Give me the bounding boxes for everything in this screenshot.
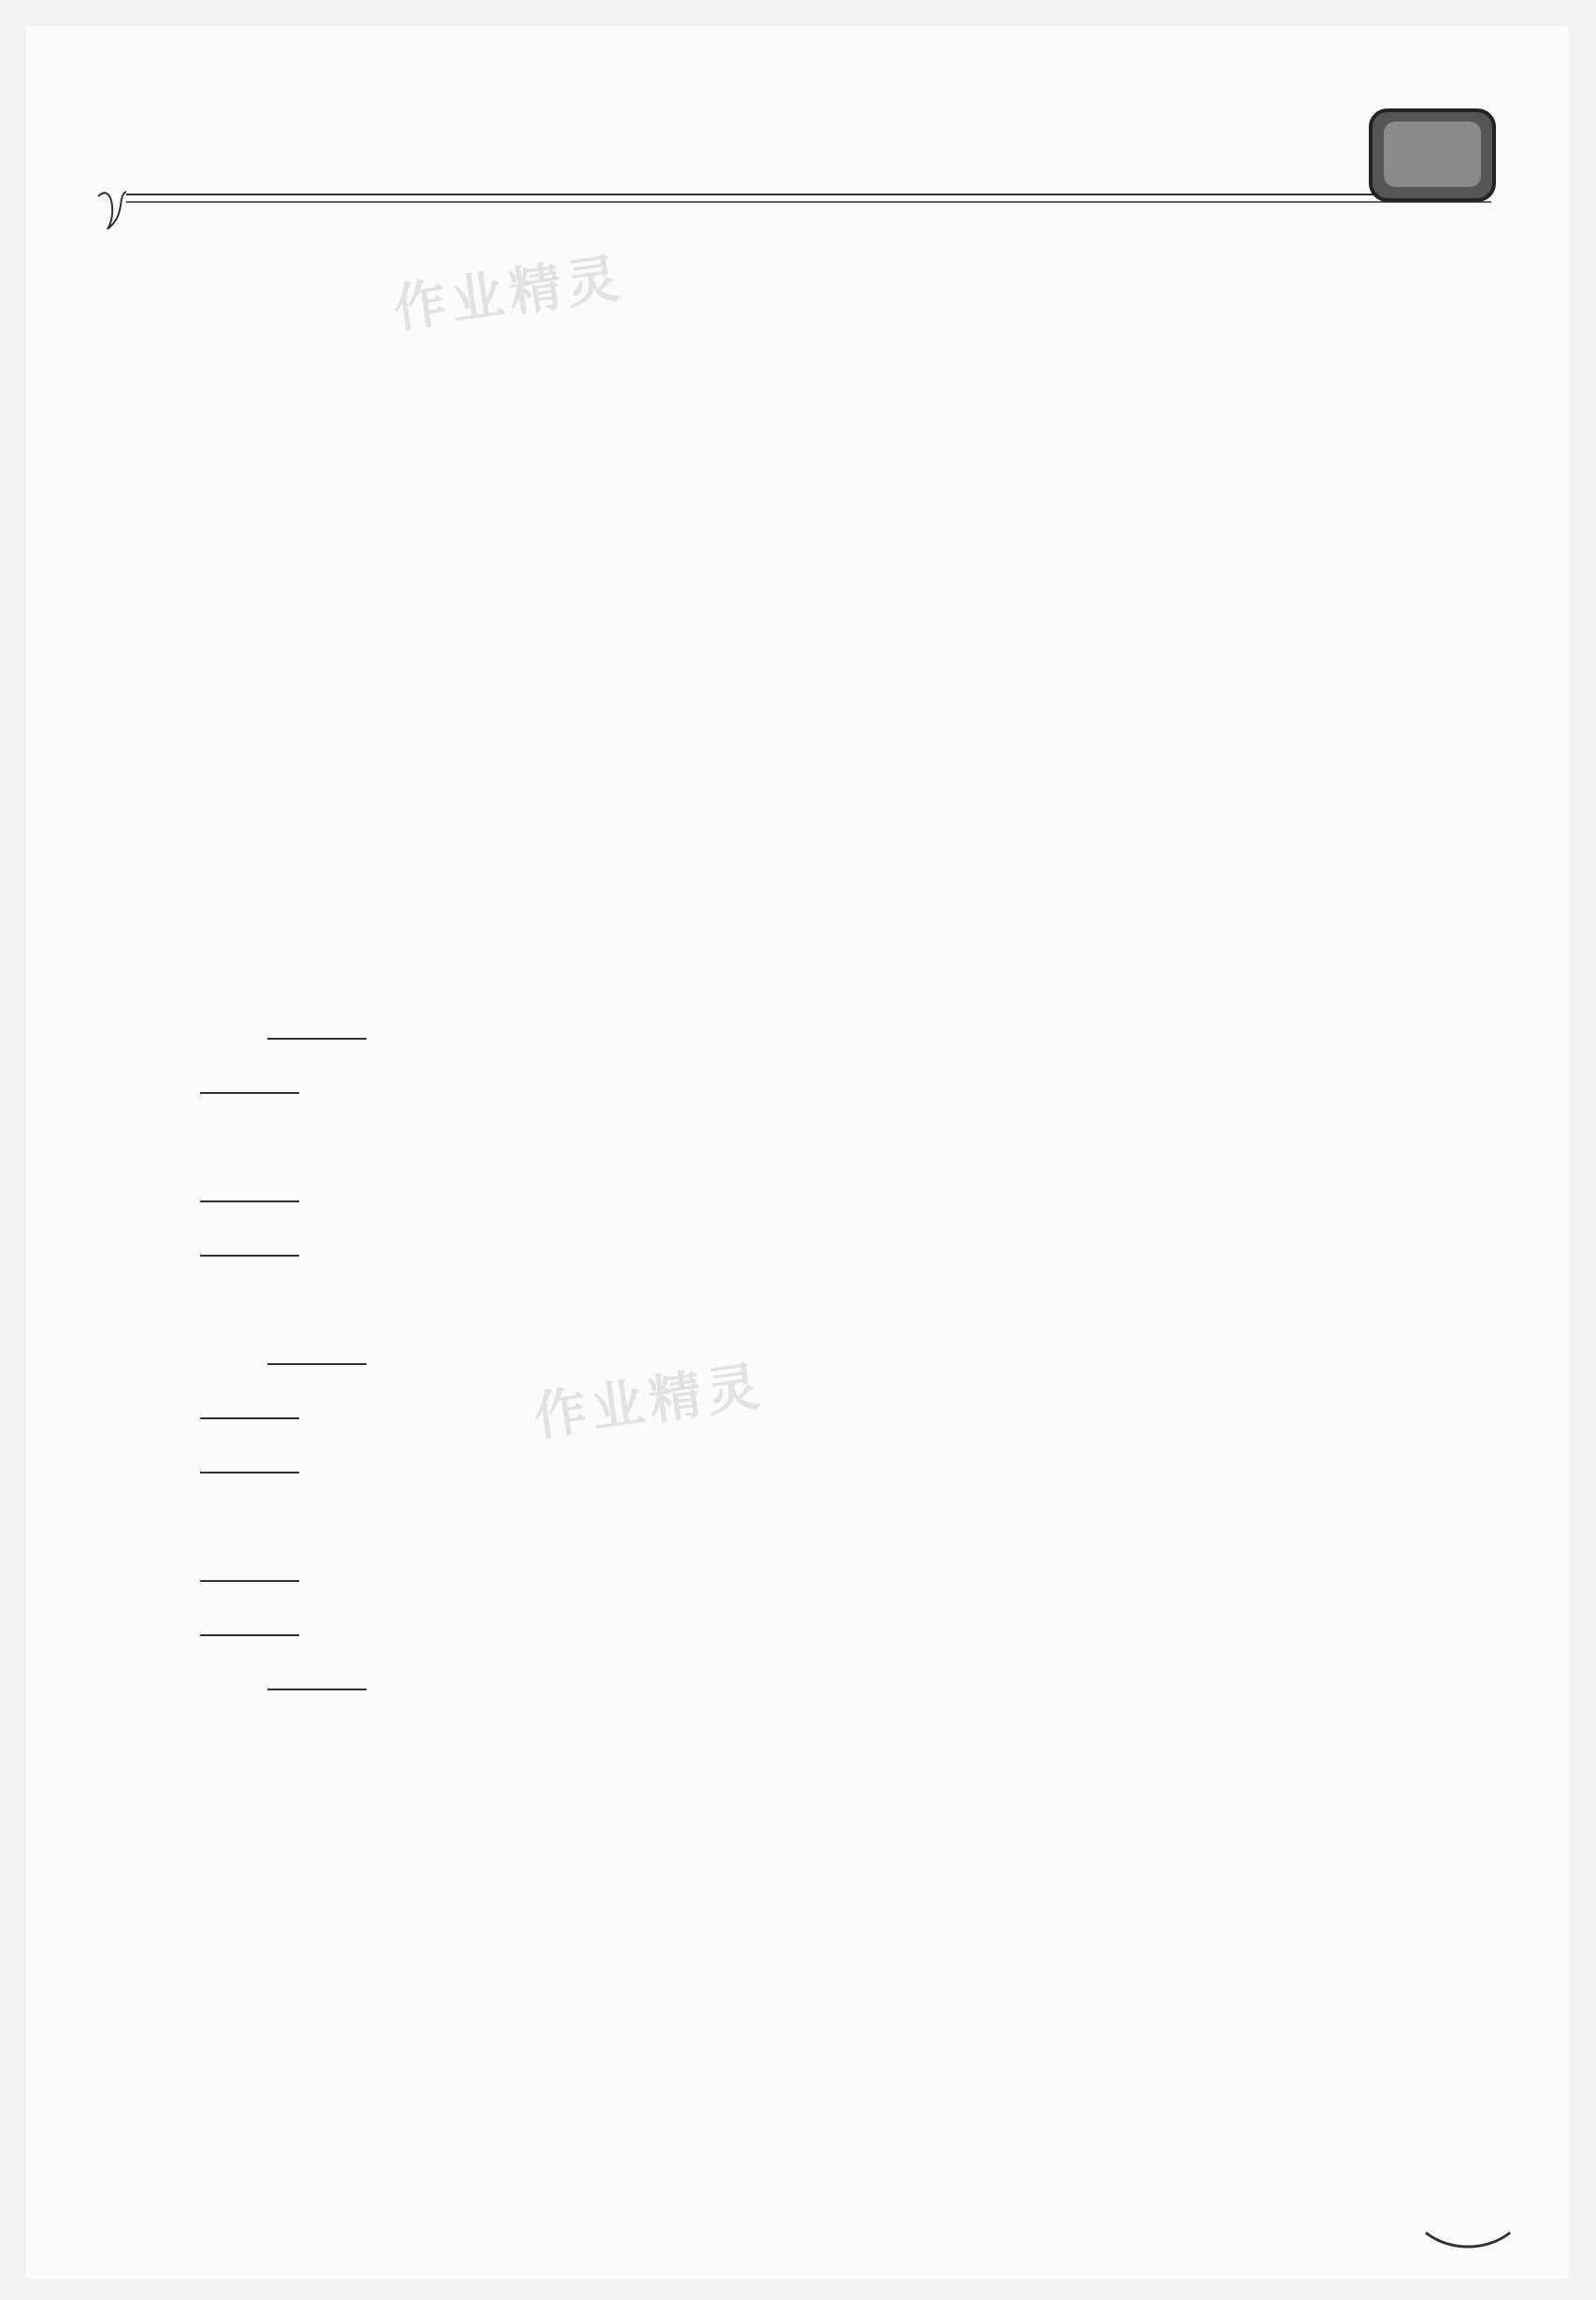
passage-line [200, 1328, 1453, 1382]
passage-line [200, 1382, 1453, 1436]
blank-18 [200, 1580, 299, 1582]
passage-line [200, 948, 1453, 1002]
passage-line [200, 1111, 1453, 1165]
watermark: 作业精灵 [390, 248, 628, 340]
blackboard-icon [1365, 103, 1505, 210]
passage-line [200, 1436, 1453, 1490]
passage-line [200, 1002, 1453, 1057]
passage-line [200, 1490, 1453, 1545]
blank-15 [267, 1363, 367, 1365]
blank-13 [200, 1200, 299, 1202]
header-rule [89, 178, 1510, 243]
blank-16 [200, 1417, 299, 1419]
blank-12 [200, 1092, 299, 1094]
passage-line [200, 1219, 1453, 1273]
blank-17 [200, 1472, 299, 1473]
passage-line [200, 1599, 1453, 1653]
passage-line [200, 1707, 1453, 1761]
blank-20 [267, 1689, 367, 1690]
blank-11 [267, 1038, 367, 1040]
passage-line [200, 1545, 1453, 1599]
passage-line [200, 1057, 1453, 1111]
page-number-swoosh [1421, 2225, 1515, 2253]
passage-line [200, 1273, 1453, 1328]
passage-line [200, 1653, 1453, 1707]
passage-line [200, 894, 1453, 948]
watermark: 作业精灵 [530, 1356, 769, 1448]
cloze-passage [200, 894, 1453, 1761]
passage-line [200, 1165, 1453, 1219]
blank-14 [200, 1255, 299, 1257]
blank-19 [200, 1634, 299, 1636]
